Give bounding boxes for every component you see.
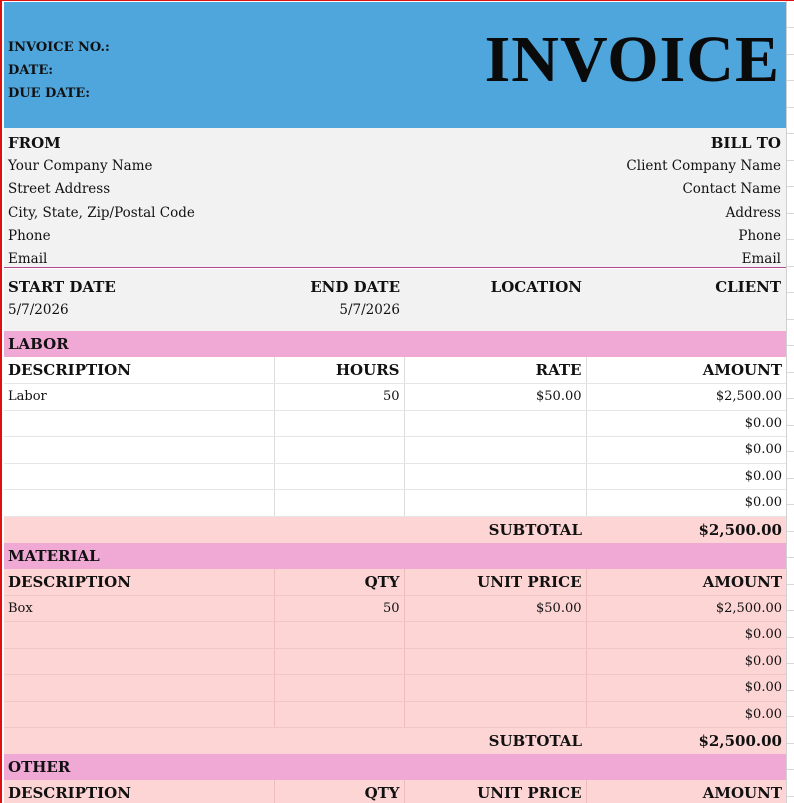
- end-date-label[interactable]: END DATE: [310, 278, 400, 296]
- end-date-value[interactable]: 5/7/2026: [339, 302, 400, 318]
- labor-subtotal-value[interactable]: $2,500.00: [586, 516, 786, 543]
- invoice-title[interactable]: INVOICE: [484, 23, 780, 96]
- table-row: [4, 490, 786, 517]
- material-row-qty[interactable]: [274, 622, 404, 649]
- gridline: [787, 107, 794, 108]
- material-row-amount[interactable]: $2,500.00: [586, 595, 786, 622]
- table-row: [4, 437, 786, 464]
- labor-row-amount[interactable]: $0.00: [586, 437, 786, 464]
- material-col-description[interactable]: DESCRIPTION: [4, 569, 274, 596]
- gridline: [787, 398, 794, 399]
- from-heading[interactable]: FROM: [8, 134, 61, 152]
- bill-to-company[interactable]: Client Company Name: [626, 158, 781, 175]
- material-row-qty[interactable]: [274, 675, 404, 702]
- labor-table: [4, 357, 786, 543]
- from-block: [8, 132, 195, 271]
- from-city[interactable]: City, State, Zip/Postal Code: [8, 204, 195, 221]
- labor-row-rate[interactable]: [404, 463, 586, 490]
- invoice-due-date-label[interactable]: DUE DATE:: [8, 86, 91, 101]
- material-subtotal-label[interactable]: SUBTOTAL: [404, 728, 586, 755]
- other-col-unit-price[interactable]: UNIT PRICE: [404, 780, 586, 803]
- gridline: [787, 663, 794, 664]
- other-column-headers: [4, 780, 786, 803]
- gridline: [787, 133, 794, 134]
- bill-to-heading[interactable]: BILL TO: [710, 134, 781, 152]
- labor-row-hours[interactable]: [274, 437, 404, 464]
- gridline: [787, 319, 794, 320]
- labor-col-amount[interactable]: AMOUNT: [586, 357, 786, 384]
- table-row: [4, 410, 786, 437]
- spreadsheet-gridline-column: [786, 1, 794, 803]
- table-row: [4, 595, 786, 622]
- gridline: [787, 531, 794, 532]
- gridline: [787, 743, 794, 744]
- material-row-description[interactable]: [4, 701, 274, 728]
- material-subtotal-row: [4, 728, 786, 755]
- labor-col-rate[interactable]: RATE: [404, 357, 586, 384]
- table-row: [4, 384, 786, 411]
- gridline: [787, 478, 794, 479]
- material-row-qty[interactable]: [274, 648, 404, 675]
- gridline: [787, 690, 794, 691]
- gridline: [787, 610, 794, 611]
- gridline: [787, 372, 794, 373]
- gridline: [787, 451, 794, 452]
- gridline: [787, 504, 794, 505]
- start-date-value[interactable]: 5/7/2026: [8, 302, 69, 318]
- other-section-title[interactable]: OTHER: [4, 754, 786, 780]
- gridline: [787, 637, 794, 638]
- material-section-title[interactable]: MATERIAL: [4, 543, 786, 569]
- labor-row-description[interactable]: [4, 490, 274, 517]
- from-phone[interactable]: Phone: [8, 227, 51, 244]
- invoice-header: [4, 2, 786, 128]
- material-column-headers: [4, 569, 786, 596]
- gridline: [787, 716, 794, 717]
- invoice-date-label[interactable]: DATE:: [8, 63, 54, 78]
- labor-column-headers: [4, 357, 786, 384]
- bill-to-block: [626, 132, 781, 271]
- gridline: [787, 186, 794, 187]
- labor-col-hours[interactable]: HOURS: [274, 357, 404, 384]
- invoice-meta-fields: [8, 36, 110, 105]
- gridline: [787, 27, 794, 28]
- material-row-qty[interactable]: [274, 701, 404, 728]
- table-row: [4, 701, 786, 728]
- material-row-unit-price[interactable]: [404, 675, 586, 702]
- labor-row-description[interactable]: Labor: [4, 384, 274, 411]
- gridline: [787, 769, 794, 770]
- material-row-unit-price[interactable]: [404, 648, 586, 675]
- dates-value-row: [4, 302, 786, 326]
- labor-row-hours[interactable]: [274, 410, 404, 437]
- address-block: [4, 128, 786, 268]
- gridline: [787, 796, 794, 797]
- material-row-description[interactable]: [4, 675, 274, 702]
- from-email[interactable]: Email: [8, 251, 48, 268]
- labor-row-rate[interactable]: $50.00: [404, 384, 586, 411]
- labor-row-description[interactable]: [4, 410, 274, 437]
- bill-to-address[interactable]: Address: [725, 204, 781, 221]
- material-subtotal-value[interactable]: $2,500.00: [586, 728, 786, 755]
- table-row: [4, 648, 786, 675]
- labor-section-title[interactable]: LABOR: [4, 331, 786, 357]
- location-label[interactable]: LOCATION: [490, 278, 582, 296]
- bill-to-contact[interactable]: Contact Name: [682, 181, 781, 198]
- client-label[interactable]: CLIENT: [715, 278, 781, 296]
- material-row-description[interactable]: Box: [4, 595, 274, 622]
- bill-to-email[interactable]: Email: [741, 251, 781, 268]
- material-row-unit-price[interactable]: [404, 622, 586, 649]
- other-table: [4, 780, 786, 803]
- labor-col-description[interactable]: DESCRIPTION: [4, 357, 274, 384]
- labor-row-rate[interactable]: [404, 437, 586, 464]
- labor-row-amount[interactable]: $0.00: [586, 410, 786, 437]
- labor-row-hours[interactable]: [274, 463, 404, 490]
- material-row-amount[interactable]: $0.00: [586, 622, 786, 649]
- table-row: [4, 675, 786, 702]
- material-row-qty[interactable]: 50: [274, 595, 404, 622]
- labor-row-description[interactable]: [4, 463, 274, 490]
- gridline: [787, 266, 794, 267]
- invoice-number-label[interactable]: INVOICE NO.:: [8, 40, 110, 55]
- material-row-description[interactable]: [4, 622, 274, 649]
- gridline: [787, 239, 794, 240]
- labor-row-rate[interactable]: [404, 410, 586, 437]
- gridline: [787, 345, 794, 346]
- labor-row-amount[interactable]: $0.00: [586, 490, 786, 517]
- dates-block: [4, 268, 786, 331]
- gridline: [787, 80, 794, 81]
- gridline: [787, 213, 794, 214]
- gridline: [787, 557, 794, 558]
- labor-row-hours[interactable]: 50: [274, 384, 404, 411]
- material-row-unit-price[interactable]: $50.00: [404, 595, 586, 622]
- invoice-content: [4, 2, 786, 803]
- labor-row-amount[interactable]: $2,500.00: [586, 384, 786, 411]
- gridline: [787, 54, 794, 55]
- other-col-amount[interactable]: AMOUNT: [586, 780, 786, 803]
- other-col-qty[interactable]: QTY: [274, 780, 404, 803]
- material-col-qty[interactable]: QTY: [274, 569, 404, 596]
- material-table: [4, 569, 786, 755]
- labor-row-amount[interactable]: $0.00: [586, 463, 786, 490]
- from-street[interactable]: Street Address: [8, 181, 111, 198]
- other-col-description[interactable]: DESCRIPTION: [4, 780, 274, 803]
- labor-row-description[interactable]: [4, 437, 274, 464]
- material-row-amount[interactable]: $0.00: [586, 648, 786, 675]
- labor-row-rate[interactable]: [404, 490, 586, 517]
- material-row-description[interactable]: [4, 648, 274, 675]
- bill-to-phone[interactable]: Phone: [738, 227, 781, 244]
- dates-header-row: [4, 278, 786, 302]
- from-company[interactable]: Your Company Name: [8, 158, 153, 175]
- labor-row-hours[interactable]: [274, 490, 404, 517]
- material-row-unit-price[interactable]: [404, 701, 586, 728]
- labor-subtotal-row: [4, 516, 786, 543]
- table-row: [4, 463, 786, 490]
- gridline: [787, 292, 794, 293]
- start-date-label[interactable]: START DATE: [8, 278, 116, 296]
- gridline: [787, 160, 794, 161]
- labor-subtotal-label[interactable]: SUBTOTAL: [404, 516, 586, 543]
- gridline: [787, 584, 794, 585]
- material-col-amount[interactable]: AMOUNT: [586, 569, 786, 596]
- material-row-amount[interactable]: $0.00: [586, 675, 786, 702]
- gridline: [787, 425, 794, 426]
- material-col-unit-price[interactable]: UNIT PRICE: [404, 569, 586, 596]
- material-row-amount[interactable]: $0.00: [586, 701, 786, 728]
- table-row: [4, 622, 786, 649]
